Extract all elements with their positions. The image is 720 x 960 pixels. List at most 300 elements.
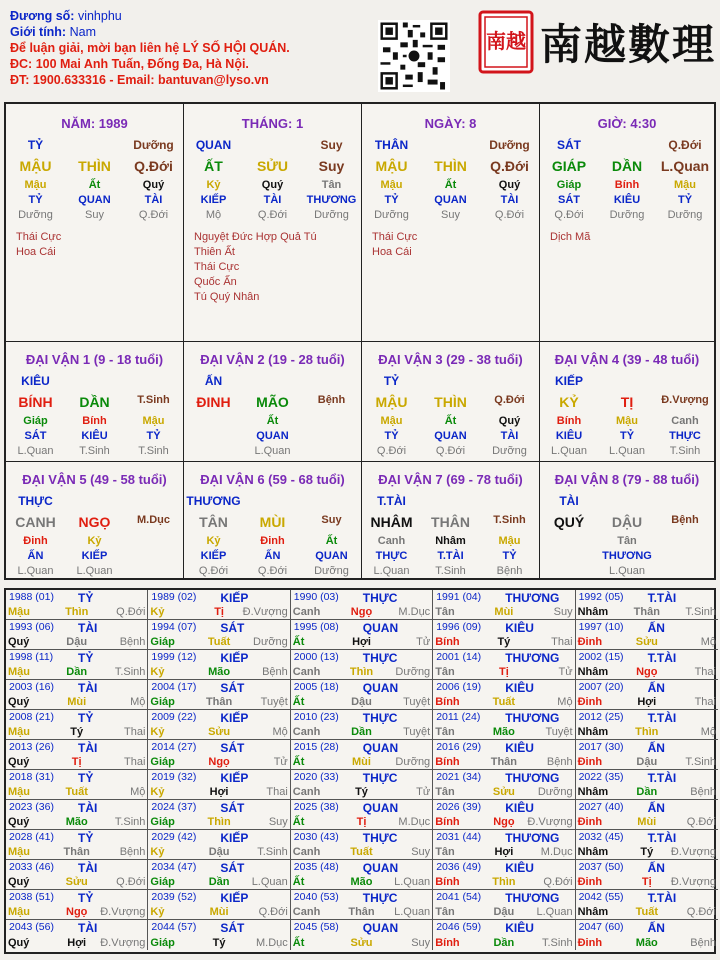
annual-pillar [578, 906, 716, 918]
luck-hidden [362, 535, 539, 547]
pillar-value: Dưỡng [489, 138, 530, 152]
annual-cell[interactable] [148, 770, 290, 800]
luck-hidden-stem: Canh [671, 415, 699, 427]
pillar-value: Suy [318, 158, 345, 174]
annual-stage: Mộ [130, 786, 146, 798]
annual-god: T.TÀI [647, 651, 677, 665]
annual-cell[interactable] [148, 710, 290, 740]
luck-god: TÀI [559, 494, 579, 508]
annual-stem: Mậu [8, 726, 30, 738]
annual-stem: Bính [435, 636, 460, 648]
annual-year: 1999 (12) [151, 651, 197, 663]
annual-pillar [435, 636, 572, 648]
luck-god-label [540, 550, 598, 562]
annual-god: SÁT [220, 921, 245, 935]
annual-cell[interactable] [433, 860, 575, 890]
luck-hidden-stem: Đinh [260, 535, 285, 547]
annual-cell[interactable] [433, 800, 575, 830]
pillar-cell [540, 104, 714, 342]
annual-god: THƯƠNG [505, 591, 560, 605]
annual-year: 2046 (59) [436, 921, 482, 933]
annual-cell[interactable] [148, 590, 290, 620]
annual-pillar [150, 937, 287, 949]
luck-stage: Dưỡng [314, 565, 349, 577]
annual-stage: Thai [266, 786, 288, 798]
annual-god: ẤN [647, 801, 665, 815]
annual-cell[interactable] [6, 830, 148, 860]
annual-cell[interactable] [6, 710, 148, 740]
pillar-value: Dưỡng [609, 209, 645, 221]
annual-god: THỰC [362, 891, 398, 905]
annual-branch: Thìn [65, 606, 89, 618]
annual-stem: Bính [435, 756, 460, 768]
luck-stage: L.Quan [17, 445, 54, 457]
annual-cell[interactable] [6, 680, 148, 710]
pillar-value: Suy [441, 209, 460, 221]
pillar-row-main [184, 158, 361, 174]
pillar-row-hid [184, 179, 361, 191]
pillar-value: Dưỡng [18, 209, 53, 221]
annual-stem: Giáp [150, 937, 175, 949]
annual-stage: M.Dục [398, 606, 431, 618]
pillar-value: Dưỡng [314, 209, 349, 221]
annual-year: 2007 (20) [578, 681, 624, 693]
annual-pillar [150, 696, 287, 708]
pillar-value: SỬU [256, 158, 289, 174]
annual-cell[interactable] [6, 860, 148, 890]
annual-year: 1993 (06) [9, 621, 54, 633]
annual-cell[interactable] [291, 860, 433, 890]
pillar-row-god [6, 194, 183, 206]
luck-stage [184, 445, 243, 457]
annual-stem: Ất [292, 756, 305, 768]
annual-cell[interactable] [148, 920, 290, 950]
annual-stem: Nhâm [577, 606, 609, 618]
annual-pillar [435, 726, 572, 738]
annual-branch: Mão [350, 876, 373, 888]
annual-branch: Dần [66, 666, 88, 678]
annual-cell[interactable] [291, 830, 433, 860]
annual-cell[interactable] [291, 920, 433, 950]
annual-cell[interactable] [433, 740, 575, 770]
annual-stem: Quý [8, 696, 30, 708]
annual-branch: Hợi [209, 786, 229, 798]
pillar-value: KIẾP [200, 194, 227, 206]
luck-title: ĐẠI VẬN 8 (79 - 88 tuổi) [554, 472, 700, 487]
annual-stage: Tử [273, 756, 288, 768]
annual-pillar [150, 846, 287, 858]
annual-branch: Tý [640, 846, 654, 858]
annual-year: 1992 (05) [578, 591, 624, 603]
owner-line: Đương số: vinhphu [10, 9, 122, 23]
annual-cell[interactable] [148, 680, 290, 710]
luck-top [540, 374, 714, 388]
annual-cell[interactable] [291, 590, 433, 620]
annual-stage: Q.Đới [686, 906, 716, 918]
luck-hidden-stem: Mậu [142, 415, 165, 427]
pillar-value: QUAN [434, 194, 467, 206]
annual-pillar [150, 906, 287, 918]
annual-cell[interactable] [576, 770, 718, 800]
annual-god: SÁT [220, 681, 245, 695]
annual-year: 2038 (51) [9, 891, 54, 903]
annual-pillar [8, 906, 145, 918]
annual-cell[interactable] [6, 650, 148, 680]
annual-cell[interactable] [148, 890, 290, 920]
annual-branch: Dần [208, 876, 230, 888]
annual-cell[interactable] [576, 590, 718, 620]
pillar-value: Q.Đới [490, 158, 529, 174]
annual-pillar [8, 606, 145, 618]
luck-top [6, 494, 183, 508]
luck-stage: Q.Đới [376, 445, 407, 457]
annual-branch: Tý [212, 937, 226, 949]
annual-cell[interactable] [291, 770, 433, 800]
annual-stem: Quý [8, 876, 30, 888]
spacer [480, 374, 539, 388]
annual-stage: Bệnh [690, 937, 716, 949]
luck-god-label: THỰC [375, 550, 408, 562]
luck-value: ĐINH [196, 394, 231, 410]
annual-stage: M.Dục [398, 816, 431, 828]
pillar-value [243, 138, 302, 152]
spacer [480, 494, 539, 508]
annual-year: 2030 (43) [293, 831, 339, 843]
annual-god: KIÊU [505, 861, 534, 875]
annual-pillar [150, 726, 287, 738]
annual-cell[interactable] [6, 740, 148, 770]
pillar-cell [184, 104, 362, 342]
annual-branch: Ngọ [636, 666, 658, 678]
luck-main [362, 514, 539, 530]
annual-branch: Dậu [636, 756, 658, 768]
annual-god: KIẾP [220, 891, 249, 905]
annual-year: 2036 (49) [436, 861, 482, 873]
annual-stem: Quý [8, 756, 30, 768]
annual-cell[interactable] [433, 680, 575, 710]
annual-branch: Ngọ [493, 816, 515, 828]
annual-god: THỰC [362, 591, 398, 605]
luck-god-label: ẤN [264, 550, 281, 562]
spacer [243, 374, 302, 388]
pillar-value: Giáp [556, 179, 582, 191]
luck-stage: Bệnh [496, 565, 523, 577]
pillar-note: Quốc Ấn [194, 276, 237, 288]
pillar-value: L.Quan [660, 158, 710, 174]
luck-stages [540, 445, 714, 457]
luck-value: MÃO [256, 394, 289, 410]
annual-year: 2000 (13) [293, 651, 339, 663]
luck-stage: T.Sinh [669, 445, 701, 457]
annual-pillar [150, 786, 287, 798]
pillar-value: GIÁP [551, 158, 587, 174]
pillar-row-stage [184, 209, 361, 221]
qr-code[interactable] [378, 20, 450, 92]
annual-pillar [150, 606, 287, 618]
annual-branch: Dậu [66, 636, 88, 648]
annual-cell[interactable] [576, 920, 718, 950]
luck-stage: Dưỡng [492, 445, 527, 457]
annual-stage: Thai [123, 756, 146, 768]
annual-year: 2004 (17) [151, 681, 197, 693]
annual-branch: Tị [71, 756, 82, 768]
annual-stage: Tuyệt [260, 696, 288, 708]
luck-god: KIẾP [554, 374, 583, 388]
luck-stage: T.Sinh [79, 445, 110, 457]
annual-cell[interactable] [433, 650, 575, 680]
annual-cell[interactable] [291, 710, 433, 740]
annual-stage: Q.Đới [686, 816, 716, 828]
annual-cell[interactable] [576, 830, 718, 860]
annual-stage: L.Quan [394, 906, 431, 918]
luck-hidden-stem: Mậu [616, 415, 638, 427]
annual-branch: Dần [351, 726, 372, 738]
annual-stem: Tân [435, 666, 455, 678]
annual-branch: Thân [63, 846, 90, 858]
annual-cell[interactable] [433, 620, 575, 650]
annual-cell[interactable] [6, 920, 148, 950]
luck-god: THỰC [18, 494, 53, 508]
annual-stem: Bính [435, 937, 460, 949]
annual-god: T.TÀI [647, 891, 677, 905]
annual-cell[interactable] [291, 890, 433, 920]
annual-pillar [578, 756, 716, 768]
annual-stage: T.Sinh [685, 606, 716, 618]
annual-cell[interactable] [148, 830, 290, 860]
annual-stem: Kỷ [150, 906, 165, 918]
annual-stem: Kỷ [150, 606, 165, 618]
annual-god: TỶ [78, 651, 94, 665]
annual-cell[interactable] [433, 920, 575, 950]
annual-branch: Thân [633, 606, 660, 618]
annual-cell[interactable] [6, 770, 148, 800]
annual-cell[interactable] [6, 800, 148, 830]
luck-god-label: TỶ [619, 430, 635, 442]
luck-cell [540, 462, 714, 580]
annual-cell[interactable] [576, 710, 718, 740]
annual-stem: Đinh [577, 756, 603, 768]
annual-stem: Đinh [577, 876, 603, 888]
annual-cell[interactable] [576, 890, 718, 920]
annual-stem: Tân [435, 726, 455, 738]
annual-branch: Tị [356, 816, 367, 828]
annual-stage: Dưỡng [537, 786, 573, 798]
annual-cell[interactable] [6, 620, 148, 650]
annual-cell[interactable] [576, 680, 718, 710]
annual-branch: Mùi [494, 606, 514, 618]
annual-cell[interactable] [576, 740, 718, 770]
luck-cell [184, 342, 362, 462]
pillar-value: ẤT [204, 158, 223, 174]
annual-cell[interactable] [576, 860, 718, 890]
luck-gods [540, 550, 714, 562]
luck-god-label: TÀI [500, 430, 519, 442]
annual-god: TỶ [78, 711, 94, 725]
annual-stage: Mộ [557, 696, 573, 708]
annual-stem: Quý [8, 636, 30, 648]
brand-title: 南越數理 [540, 20, 717, 69]
pillar-value: SÁT [557, 138, 581, 152]
pillar-value: TỶ [28, 194, 43, 206]
annual-stage: L.Quan [536, 906, 573, 918]
annual-stage: M.Dục [256, 937, 288, 949]
annual-stem: Tân [435, 906, 455, 918]
annual-cell[interactable] [433, 590, 575, 620]
pillar-value: Q.Đới [494, 209, 525, 221]
red-seal-logo [478, 10, 534, 74]
annual-stage: Tuyệt [545, 726, 573, 738]
luck-hidden-stem: Ất [325, 535, 338, 547]
annual-cell[interactable] [148, 860, 290, 890]
annual-year: 2005 (18) [293, 681, 339, 693]
annual-pillar [435, 846, 572, 858]
annual-cell[interactable] [576, 650, 718, 680]
annual-branch: Mão [65, 816, 88, 828]
luck-god-label: T.TÀI [437, 550, 464, 562]
annual-stage: T.Sinh [542, 937, 573, 949]
annual-god: TỶ [78, 831, 94, 845]
annual-pillar [435, 876, 572, 888]
annual-year: 2029 (42) [151, 831, 197, 843]
pillar-value: Q.Đới [257, 209, 288, 221]
pillar-value: THÌN [78, 158, 111, 174]
luck-god-label: SÁT [24, 430, 47, 442]
annual-cell[interactable] [576, 620, 718, 650]
luck-stage: L.Quan [17, 565, 54, 577]
annual-stem: Ất [292, 937, 305, 949]
annual-stem: Mậu [8, 786, 30, 798]
annual-cell[interactable] [148, 620, 290, 650]
luck-hidden [362, 415, 539, 427]
pillar-note: Thiên Ất [194, 246, 235, 258]
annual-stem: Đinh [577, 636, 603, 648]
annual-cell[interactable] [148, 740, 290, 770]
luck-cell [362, 462, 540, 580]
luck-hidden-stem: Giáp [23, 415, 48, 427]
luck-hidden-stem [184, 415, 243, 427]
pillar-note: Thái Cực [194, 261, 240, 273]
annual-branch: Hợi [494, 846, 514, 858]
luck-stages [6, 445, 183, 457]
annual-pillar [578, 606, 716, 618]
annual-stage: Dưỡng [395, 666, 431, 678]
annual-stage: Dưỡng [395, 756, 431, 768]
luck-gods [6, 430, 183, 442]
luck-gods [6, 550, 183, 562]
annual-year: 2047 (60) [578, 921, 624, 933]
luck-value: Bệnh [671, 514, 699, 526]
luck-main [362, 394, 539, 410]
luck-top [184, 494, 361, 508]
luck-main [184, 394, 361, 410]
pillar-row-main [362, 158, 539, 174]
annual-stem: Đinh [577, 816, 603, 828]
annual-cell[interactable] [6, 890, 148, 920]
annual-branch: Tuất [65, 786, 88, 798]
annual-year: 2026 (39) [436, 801, 482, 813]
annual-cell[interactable] [291, 800, 433, 830]
luck-stages [184, 445, 361, 457]
luck-stage: L.Quan [373, 565, 410, 577]
spacer [302, 374, 361, 388]
annual-branch: Dần [636, 786, 658, 798]
annual-branch: Tuất [350, 846, 373, 858]
annual-cell[interactable] [433, 770, 575, 800]
annual-stage: M.Dục [540, 846, 573, 858]
luck-hidden-stem: Ất [444, 415, 457, 427]
annual-cell[interactable] [576, 800, 718, 830]
annual-year: 1989 (02) [151, 591, 197, 603]
pillar-value: TỶ [27, 138, 44, 152]
pillar-row-top [184, 138, 361, 152]
annual-cell[interactable] [433, 710, 575, 740]
annual-year: 2035 (48) [293, 861, 339, 873]
luck-value: NGỌ [78, 514, 111, 530]
annual-year: 2009 (22) [151, 711, 197, 723]
annual-cell[interactable] [291, 740, 433, 770]
annual-god: T.TÀI [647, 771, 677, 785]
luck-god: ẤN [204, 374, 223, 388]
annual-cell[interactable] [148, 800, 290, 830]
annual-year: 2033 (46) [9, 861, 54, 873]
annual-cell[interactable] [291, 680, 433, 710]
annual-stage: Bệnh [690, 786, 716, 798]
annual-stage: Mộ [700, 726, 716, 738]
annual-cell[interactable] [433, 830, 575, 860]
luck-cell [6, 462, 184, 580]
luck-hidden [540, 535, 714, 547]
annual-cell[interactable] [148, 650, 290, 680]
luck-gods [184, 550, 361, 562]
annual-pillar [8, 937, 145, 949]
luck-god: KIÊU [21, 374, 50, 388]
pillar-row-god [184, 194, 361, 206]
annual-branch: Dậu [351, 696, 372, 708]
luck-main [6, 394, 183, 410]
luck-title: ĐẠI VẬN 6 (59 - 68 tuổi) [200, 472, 345, 487]
annual-god: QUAN [362, 681, 399, 695]
annual-pillar [8, 726, 145, 738]
annual-pillar [293, 786, 430, 798]
luck-god-label [656, 550, 714, 562]
luck-stages [184, 565, 361, 577]
luck-god-label: TỶ [384, 430, 399, 442]
annual-year: 2022 (35) [578, 771, 624, 783]
annual-branch: Hợi [637, 696, 657, 708]
annual-cell[interactable] [291, 650, 433, 680]
pillar-row-top [362, 138, 539, 152]
annual-pillar [8, 756, 145, 768]
annual-stem: Nhâm [577, 786, 609, 798]
annual-year: 2011 (24) [436, 711, 481, 723]
annual-cell[interactable] [6, 590, 148, 620]
annual-branch: Tý [70, 726, 84, 738]
luck-gods [362, 550, 539, 562]
luck-title: ĐẠI VẬN 3 (29 - 38 tuổi) [378, 352, 523, 367]
annual-cell[interactable] [433, 890, 575, 920]
annual-pillar [150, 636, 287, 648]
luck-god-label: THỰC [669, 430, 701, 442]
annual-pillar [435, 816, 572, 828]
annual-year: 2019 (32) [151, 771, 197, 783]
pillar-value [598, 138, 656, 152]
annual-stage: Suy [411, 937, 431, 949]
annual-stage: Suy [268, 816, 288, 828]
luck-value: Suy [321, 514, 342, 526]
annual-stem: Mậu [8, 906, 30, 918]
annual-cell[interactable] [291, 620, 433, 650]
luck-cell [6, 342, 184, 462]
